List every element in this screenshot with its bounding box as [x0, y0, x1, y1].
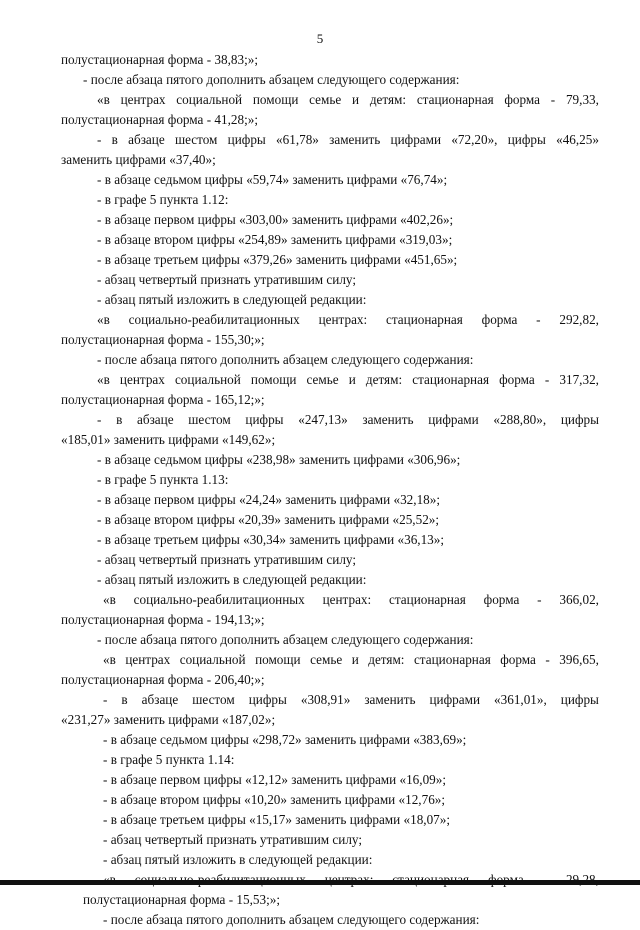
text-line: - в графе 5 пункта 1.12: — [97, 192, 229, 207]
word: в — [121, 692, 128, 707]
word: 317,32, — [559, 372, 599, 387]
word: детям: — [368, 652, 405, 667]
word: стационарная — [386, 312, 463, 327]
word: цифрами — [428, 412, 479, 427]
word: центрах: — [322, 592, 372, 607]
word: семье — [306, 372, 339, 387]
text-line: - в абзаце втором цифры «20,39» заменить цифрами «25,52»; — [97, 512, 440, 527]
text-line: - абзац пятый изложить в следующей редакции: — [97, 292, 367, 307]
text-line: - в графе 5 пункта 1.13: — [97, 472, 229, 487]
word: абзаце — [128, 132, 165, 147]
word: семье — [309, 92, 342, 107]
text-line: - после абзаца пятого дополнить абзацем следующего содержания: — [103, 912, 480, 927]
word: социально-реабилитационных — [133, 592, 305, 607]
text-line: «185,01» заменить цифрами «149,62»; — [61, 432, 276, 447]
word: стационарная — [416, 92, 494, 107]
justified-line — [61, 370, 599, 390]
word: детям: — [369, 92, 407, 107]
word: «в — [97, 372, 110, 387]
text-line: - в абзаце седьмом цифры «59,74» заменить цифрами «76,74»; — [97, 172, 448, 187]
justified-line — [61, 410, 599, 430]
text-line: - абзац пятый изложить в следующей редакции: — [97, 572, 367, 587]
word: - — [537, 592, 542, 607]
word: помощи — [255, 652, 301, 667]
word: заменить — [362, 412, 414, 427]
word: детям: — [365, 372, 403, 387]
word: помощи — [252, 92, 299, 107]
document-body — [61, 50, 599, 930]
text-line: - в абзаце первом цифры «24,24» заменить цифрами «32,18»; — [97, 492, 441, 507]
word: «247,13» — [298, 412, 348, 427]
text-line: - в абзаце втором цифры «10,20» заменить цифрами «12,76»; — [103, 792, 446, 807]
word: абзаце — [141, 692, 179, 707]
word: социальной — [176, 92, 243, 107]
word: цифрами — [429, 692, 481, 707]
word: стационарная — [413, 652, 491, 667]
word: центрах: — [318, 312, 368, 327]
word: форма — [504, 92, 541, 107]
word: и — [348, 372, 356, 387]
word: 366,02, — [559, 592, 599, 607]
justified-line — [61, 310, 599, 330]
word: цифры — [245, 412, 284, 427]
text-line: - после абзаца пятого дополнить абзацем следующего содержания: — [97, 352, 474, 367]
word: центрах — [120, 92, 166, 107]
word: форма — [481, 312, 518, 327]
word: стационарная — [389, 592, 466, 607]
text-line: полустационарная форма - 15,53;»; — [83, 892, 280, 907]
word: в — [111, 132, 118, 147]
text-line: - в абзаце третьем цифры «15,17» заменить цифрами «18,07»; — [103, 812, 451, 827]
word: «308,91» — [300, 692, 351, 707]
text-line: - абзац четвертый признать утратившим силу; — [103, 832, 362, 847]
text-line: полустационарная форма - 41,28;»; — [61, 112, 258, 127]
word: форма — [483, 592, 520, 607]
word: - — [103, 692, 108, 707]
justified-line — [61, 590, 599, 610]
text-line: - абзац четвертый признать утратившим силу; — [97, 552, 356, 567]
word: - — [97, 132, 102, 147]
text-line: полустационарная форма - 38,83;»; — [61, 52, 258, 67]
word: шестом — [188, 412, 231, 427]
text-line: - в абзаце первом цифры «12,12» заменить цифрами «16,09»; — [103, 772, 447, 787]
word: 79,33, — [565, 92, 599, 107]
text-line: полустационарная форма - 206,40;»; — [61, 672, 265, 687]
page-number: 5 — [316, 31, 324, 46]
word: социально-реабилитационных — [128, 312, 300, 327]
text-line: - в абзаце втором цифры «254,89» заменить цифрами «319,03»; — [97, 232, 453, 247]
word: «72,20», — [451, 132, 498, 147]
text-line: - в графе 5 пункта 1.14: — [103, 752, 235, 767]
word: социальной — [174, 372, 241, 387]
justified-line — [61, 90, 599, 110]
word: - — [536, 312, 541, 327]
word: «в — [103, 592, 116, 607]
word: цифрами — [390, 132, 442, 147]
word: цифры — [560, 692, 599, 707]
word: семье — [310, 652, 343, 667]
word: социальной — [179, 652, 246, 667]
word: шестом — [174, 132, 218, 147]
bottom-rule — [0, 880, 640, 885]
word: «61,78» — [276, 132, 319, 147]
text-line: - после абзаца пятого дополнить абзацем следующего содержания: — [83, 72, 460, 87]
text-line: - в абзаце первом цифры «303,00» заменить цифрами «402,26»; — [97, 212, 454, 227]
justified-line — [61, 130, 599, 150]
word: 292,82, — [559, 312, 599, 327]
word: - — [97, 412, 102, 427]
word: стационарная — [412, 372, 490, 387]
text-line: «231,27» заменить цифрами «187,02»; — [61, 712, 276, 727]
word: центрах — [125, 652, 171, 667]
word: заменить — [329, 132, 381, 147]
text-line: заменить цифрами «37,40»; — [61, 152, 216, 167]
word: 396,65, — [559, 652, 599, 667]
word: форма — [500, 652, 536, 667]
justified-line — [61, 690, 599, 710]
word: «361,01», — [494, 692, 547, 707]
text-line: - в абзаце седьмом цифры «298,72» заменить цифрами «383,69»; — [103, 732, 467, 747]
word: помощи — [250, 372, 297, 387]
word: «в — [97, 312, 110, 327]
word: - — [550, 92, 556, 107]
word: цифры — [560, 412, 599, 427]
word: - — [545, 652, 550, 667]
word: и — [352, 92, 360, 107]
text-line: полустационарная форма - 194,13;»; — [61, 612, 265, 627]
word: цифры — [227, 132, 266, 147]
text-line: полустационарная форма - 155,30;»; — [61, 332, 265, 347]
word: «288,80», — [493, 412, 547, 427]
word: и — [351, 652, 359, 667]
justified-line — [61, 650, 599, 670]
word: в — [116, 412, 123, 427]
text-line: - в абзаце третьем цифры «30,34» заменить цифрами «36,13»; — [97, 532, 445, 547]
word: заменить — [364, 692, 416, 707]
word: цифры — [248, 692, 287, 707]
word: «в — [97, 92, 110, 107]
text-line: - абзац четвертый признать утратившим силу; — [97, 272, 356, 287]
word: форма — [499, 372, 535, 387]
word: абзаце — [137, 412, 174, 427]
word: цифры — [507, 132, 546, 147]
word: «46,25» — [556, 132, 599, 147]
text-line: - в абзаце седьмом цифры «238,98» заменить цифрами «306,96»; — [97, 452, 461, 467]
text-line: - после абзаца пятого дополнить абзацем следующего содержания: — [97, 632, 474, 647]
text-line: - в абзаце третьем цифры «379,26» заменить цифрами «451,65»; — [97, 252, 458, 267]
text-line: - абзац пятый изложить в следующей редакции: — [103, 852, 373, 867]
word: центрах — [119, 372, 165, 387]
text-line: полустационарная форма - 165,12;»; — [61, 392, 265, 407]
word: шестом — [192, 692, 235, 707]
word: - — [544, 372, 550, 387]
word: «в — [103, 652, 116, 667]
